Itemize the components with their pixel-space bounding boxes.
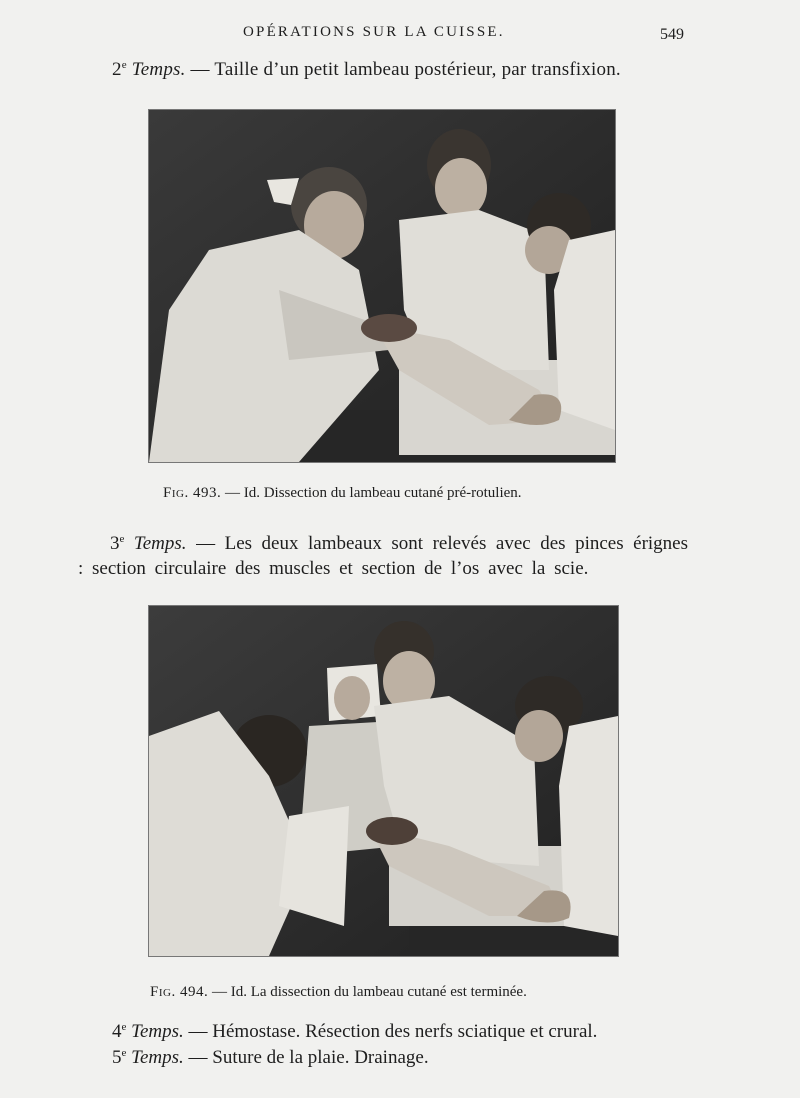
step-4-text: — Hémostase. Résection des nerfs sciatique et crural.: [183, 1021, 598, 1042]
running-title: OPÉRATIONS SUR LA CUISSE.: [243, 24, 505, 40]
step-5-line: [112, 1047, 429, 1069]
step-3-text: — Les deux lambeaux sont relevés avec des pinces érignes : section circulaire des muscles et section de l’os avec la scie.: [78, 533, 689, 579]
step-4-ordinal: 4: [112, 1021, 122, 1042]
figure-494-image: [149, 606, 618, 956]
step-2-ordinal: 2: [112, 59, 122, 80]
figure-494-label: Fig. 494.: [150, 984, 209, 1000]
step-3-label: Temps.: [133, 533, 187, 554]
page-number: 549: [660, 26, 684, 43]
figure-494-caption-text: — Id. La dissection du lambeau cutané est terminée.: [208, 984, 527, 1000]
figure-493-caption-text: — Id. Dissection du lambeau cutané pré-rotulien.: [221, 485, 522, 501]
step-4-sup: e: [121, 1021, 127, 1033]
step-5-sup: e: [121, 1047, 127, 1059]
figure-494-caption: [150, 984, 527, 1001]
step-5-label: Temps.: [131, 1047, 184, 1068]
figure-493-caption: [163, 485, 522, 502]
figure-493-label: Fig. 493.: [163, 485, 222, 501]
step-3-paragraph: [78, 527, 688, 581]
figure-493-image: [149, 110, 615, 462]
running-header: [0, 24, 800, 46]
step-5-text: — Suture de la plaie. Drainage.: [183, 1047, 429, 1068]
step-5-ordinal: 5: [112, 1047, 122, 1068]
figure-493-photograph: [148, 109, 616, 463]
step-2-label: Temps.: [131, 59, 186, 80]
step-3-sup: e: [119, 533, 125, 545]
step-2-heading: [112, 59, 621, 81]
step-4-line: [112, 1021, 597, 1043]
step-4-label: Temps.: [131, 1021, 184, 1042]
figure-494-photograph: [148, 605, 619, 957]
step-3-ordinal: 3: [110, 533, 120, 554]
step-2-text: — Taille d’un petit lambeau postérieur, par transfixion.: [185, 59, 621, 80]
step-2-sup: e: [121, 59, 127, 71]
